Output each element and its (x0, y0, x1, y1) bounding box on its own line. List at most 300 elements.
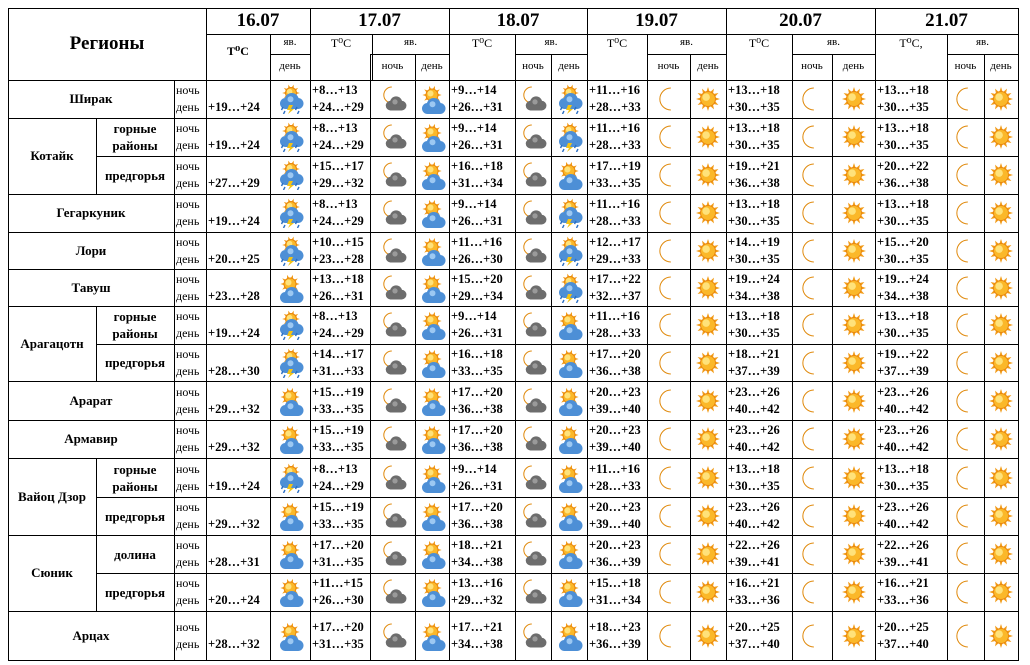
moon-icon (797, 198, 827, 228)
temp-day: +28…+31 (208, 555, 260, 569)
night-label: ночь (176, 83, 200, 97)
sun-cloud-icon (417, 310, 447, 340)
temp-night: +13…+18 (728, 461, 780, 476)
temp-day: +40…+42 (877, 517, 929, 531)
temp-night: +11…+16 (451, 234, 503, 249)
sun-icon (839, 273, 869, 303)
temp-day: +29…+32 (208, 517, 260, 531)
temp-night: +23…+26 (728, 423, 780, 437)
temp-day: +30…+35 (877, 214, 929, 228)
temp-night: +15…+20 (877, 234, 929, 249)
moon-icon (654, 160, 684, 190)
sun-icon (693, 198, 723, 228)
temp-day: +30…+35 (877, 100, 929, 114)
moon-icon (951, 236, 981, 266)
temp-night: +13…+18 (728, 309, 780, 323)
moon-dark-cloud-icon (518, 198, 548, 228)
temp-day: +30…+35 (728, 326, 780, 340)
temp-night: +17…+20 (451, 423, 503, 437)
date-header-1: 17.07 (358, 10, 401, 31)
temp-night: +13…+18 (728, 197, 780, 211)
temp-night: +20…+22 (877, 159, 929, 173)
temp-night: +13…+18 (877, 121, 929, 135)
temp-night: +16…+21 (728, 576, 780, 590)
moon-icon (797, 122, 827, 152)
sun-icon (839, 501, 869, 531)
sun-storm-cloud-icon (275, 236, 305, 266)
temp-header-label: T⁰C (748, 36, 770, 50)
night-label: ночь (176, 271, 200, 286)
temp-day: +26…+30 (312, 593, 364, 607)
temp-night: +17…+20 (451, 500, 503, 514)
temp-night: +9…+14 (451, 461, 497, 476)
temp-day: +30…+35 (728, 100, 780, 114)
subregion-label: долина (114, 546, 156, 562)
region-name: Гегаркуник (56, 205, 126, 220)
temp-day: +19…+24 (208, 138, 260, 152)
moon-dark-cloud-icon (518, 84, 548, 114)
day-label: день (176, 593, 200, 607)
sun-icon (986, 273, 1016, 303)
temp-night: +17…+21 (451, 619, 503, 634)
sun-storm-cloud-icon (554, 236, 584, 266)
temp-night: +17…+20 (312, 538, 364, 552)
temp-night: +19…+22 (877, 346, 929, 361)
sun-cloud-icon (417, 621, 447, 651)
sun-icon (839, 463, 869, 493)
region-name: Сюник (31, 565, 73, 580)
temp-day: +36…+38 (589, 363, 641, 378)
day-header-label: день (558, 60, 580, 72)
temp-night: +9…+14 (451, 197, 497, 211)
temp-night: +20…+23 (589, 500, 641, 514)
sun-cloud-icon (554, 621, 584, 651)
day-label: день (176, 517, 200, 531)
day-header-label: день (421, 60, 443, 72)
sun-cloud-icon (554, 160, 584, 190)
sun-icon (839, 310, 869, 340)
temp-day: +19…+24 (208, 214, 260, 228)
region-name: Ширак (69, 91, 113, 106)
sun-storm-cloud-icon (275, 122, 305, 152)
phenomena-header-label: яв. (679, 36, 693, 48)
temp-day: +20…+24 (208, 593, 260, 607)
temp-day: +28…+33 (589, 138, 641, 152)
moon-icon (797, 463, 827, 493)
night-label: ночь (176, 619, 200, 634)
temp-night: +8…+13 (312, 309, 358, 323)
moon-dark-cloud-icon (378, 424, 408, 454)
moon-icon (654, 386, 684, 416)
sun-cloud-icon (417, 424, 447, 454)
sun-cloud-icon (417, 501, 447, 531)
sun-storm-cloud-icon (275, 160, 305, 190)
sun-icon (986, 621, 1016, 651)
temp-day: +26…+31 (312, 288, 364, 303)
temp-night: +18…+23 (589, 619, 641, 634)
temp-header-label: T⁰C, (899, 36, 923, 50)
temp-day: +26…+31 (451, 100, 503, 114)
temp-day: +24…+29 (312, 326, 364, 340)
sun-icon (839, 84, 869, 114)
temp-night: +16…+18 (451, 159, 503, 173)
temp-day: +30…+35 (877, 326, 929, 340)
moon-icon (654, 273, 684, 303)
day-label: день (176, 138, 200, 152)
moon-icon (797, 273, 827, 303)
temp-day: +26…+31 (451, 478, 503, 493)
temp-night: +18…+21 (728, 346, 780, 361)
night-label: ночь (176, 234, 200, 249)
moon-icon (654, 310, 684, 340)
sun-cloud-icon (275, 621, 305, 651)
temp-day: +37…+39 (877, 363, 929, 378)
temp-night: +23…+26 (728, 500, 780, 514)
moon-icon (951, 539, 981, 569)
subregion-label: горные районы (112, 121, 158, 153)
temp-day: +26…+30 (451, 251, 503, 266)
temp-night: +23…+26 (877, 384, 929, 399)
region-name: Армавир (64, 431, 118, 446)
sun-cloud-icon (417, 348, 447, 378)
sun-cloud-icon (417, 236, 447, 266)
sun-cloud-icon (554, 539, 584, 569)
temp-day: +31…+35 (312, 555, 364, 569)
moon-dark-cloud-icon (518, 621, 548, 651)
temp-night: +17…+22 (589, 271, 641, 286)
temp-day: +30…+35 (728, 251, 780, 266)
night-label: ночь (176, 346, 200, 361)
date-header-4: 20.07 (779, 10, 822, 31)
moon-icon (797, 348, 827, 378)
temp-night: +15…+19 (312, 423, 364, 437)
sun-icon (986, 160, 1016, 190)
night-label: ночь (176, 121, 200, 135)
temp-night: +19…+24 (728, 271, 780, 286)
temp-day: +40…+42 (877, 440, 929, 454)
sun-icon (839, 539, 869, 569)
temp-day: +37…+40 (877, 636, 929, 651)
sun-icon (839, 424, 869, 454)
sun-cloud-icon (275, 539, 305, 569)
sun-icon (986, 348, 1016, 378)
moon-icon (951, 122, 981, 152)
sun-cloud-icon (275, 273, 305, 303)
temp-night: +13…+18 (877, 83, 929, 97)
moon-icon (797, 577, 827, 607)
moon-dark-cloud-icon (378, 122, 408, 152)
sun-icon (693, 386, 723, 416)
temp-night: +20…+25 (728, 619, 780, 634)
moon-dark-cloud-icon (378, 386, 408, 416)
sun-icon (693, 539, 723, 569)
moon-dark-cloud-icon (378, 501, 408, 531)
sun-cloud-icon (554, 386, 584, 416)
night-label: ночь (176, 423, 200, 437)
night-label: ночь (176, 384, 200, 399)
temp-day: +39…+41 (728, 555, 780, 569)
region-name: Вайоц Дзор (17, 488, 87, 504)
temp-day: +30…+35 (877, 251, 929, 266)
subregion-label: предгорья (104, 584, 166, 600)
temp-day: +23…+28 (312, 251, 364, 266)
temp-night: +15…+20 (451, 271, 503, 286)
temp-day: +40…+42 (728, 440, 780, 454)
temp-day: +29…+34 (451, 288, 503, 303)
day-label: день (176, 440, 200, 454)
phenomena-header-label: яв. (403, 36, 417, 48)
moon-icon (951, 310, 981, 340)
day-label: день (176, 363, 200, 378)
temp-night: +14…+17 (312, 346, 364, 361)
temp-day: +19…+24 (208, 100, 260, 114)
sun-icon (986, 122, 1016, 152)
date-header-3: 19.07 (635, 10, 678, 31)
temp-night: +15…+19 (312, 500, 364, 514)
temp-day: +29…+32 (208, 401, 260, 416)
temp-day: +31…+33 (312, 363, 364, 378)
temp-day: +33…+35 (312, 517, 364, 531)
sun-icon (693, 424, 723, 454)
temp-night: +15…+19 (312, 384, 364, 399)
sun-icon (839, 621, 869, 651)
moon-dark-cloud-icon (518, 577, 548, 607)
temp-day: +28…+33 (589, 100, 641, 114)
sun-cloud-icon (275, 577, 305, 607)
moon-icon (951, 424, 981, 454)
sun-icon (693, 463, 723, 493)
temp-day: +30…+35 (728, 138, 780, 152)
day-label: день (176, 251, 200, 266)
day-label: день (176, 555, 200, 569)
night-header-label: ночь (381, 60, 404, 72)
sun-icon (986, 236, 1016, 266)
temp-day: +30…+35 (728, 214, 780, 228)
sun-cloud-icon (554, 501, 584, 531)
temp-day: +28…+33 (589, 326, 641, 340)
temp-night: +11…+16 (589, 309, 641, 323)
temp-night: +20…+23 (589, 384, 641, 399)
temp-night: +9…+14 (451, 309, 497, 323)
moon-dark-cloud-icon (378, 577, 408, 607)
moon-icon (654, 424, 684, 454)
region-name: Арагацотн (20, 335, 84, 351)
moon-dark-cloud-icon (378, 160, 408, 190)
temp-night: +17…+19 (589, 159, 641, 173)
night-header-label: ночь (657, 60, 680, 72)
temp-day: +23…+28 (208, 288, 260, 303)
day-header-label: день (697, 60, 719, 72)
moon-dark-cloud-icon (518, 273, 548, 303)
sun-cloud-icon (417, 122, 447, 152)
moon-icon (654, 621, 684, 651)
phenomena-header-label: яв. (826, 36, 840, 48)
temp-day: +28…+33 (589, 214, 641, 228)
sun-cloud-icon (417, 273, 447, 303)
moon-icon (797, 310, 827, 340)
sun-icon (839, 577, 869, 607)
temp-day: +34…+38 (728, 288, 780, 303)
temp-day: +33…+36 (728, 593, 780, 607)
sun-icon (693, 122, 723, 152)
moon-dark-cloud-icon (518, 501, 548, 531)
temp-day: +24…+29 (312, 100, 364, 114)
sun-storm-cloud-icon (275, 348, 305, 378)
day-header-label: день (842, 60, 865, 72)
moon-icon (797, 236, 827, 266)
moon-icon (654, 501, 684, 531)
temp-day: +24…+29 (312, 138, 364, 152)
moon-dark-cloud-icon (518, 463, 548, 493)
temp-night: +18…+21 (451, 538, 503, 552)
temp-day: +36…+38 (877, 176, 929, 190)
night-header-label: ночь (954, 60, 977, 72)
sun-icon (839, 236, 869, 266)
temp-day: +29…+32 (208, 440, 260, 454)
moon-dark-cloud-icon (518, 310, 548, 340)
temp-day: +39…+41 (877, 555, 929, 569)
temp-day: +29…+33 (589, 251, 641, 266)
temp-day: +36…+38 (451, 517, 503, 531)
temp-day: +32…+37 (589, 288, 641, 303)
moon-icon (654, 539, 684, 569)
temp-night: +13…+18 (877, 461, 929, 476)
night-label: ночь (176, 309, 200, 323)
sun-icon (693, 84, 723, 114)
moon-icon (951, 273, 981, 303)
day-label: день (176, 214, 200, 228)
temp-day: +24…+29 (312, 478, 364, 493)
sun-icon (839, 198, 869, 228)
temp-day: +28…+33 (589, 478, 641, 493)
sun-cloud-icon (275, 386, 305, 416)
moon-icon (797, 501, 827, 531)
moon-icon (951, 198, 981, 228)
moon-icon (951, 348, 981, 378)
temp-day: +28…+30 (208, 363, 260, 378)
night-label: ночь (176, 159, 200, 173)
temp-day: +33…+35 (312, 401, 364, 416)
sun-icon (693, 577, 723, 607)
temp-day: +33…+36 (877, 593, 929, 607)
night-label: ночь (176, 500, 200, 514)
temp-day: +33…+35 (451, 363, 503, 378)
temp-day: +39…+40 (589, 401, 641, 416)
moon-icon (797, 539, 827, 569)
temp-night: +23…+26 (877, 423, 929, 437)
moon-dark-cloud-icon (518, 386, 548, 416)
temp-night: +13…+18 (728, 121, 780, 135)
night-label: ночь (176, 197, 200, 211)
temp-night: +13…+16 (451, 576, 503, 590)
moon-dark-cloud-icon (518, 539, 548, 569)
temp-day: +24…+29 (312, 214, 364, 228)
temp-day: +29…+32 (451, 593, 503, 607)
sun-cloud-icon (554, 310, 584, 340)
temp-night: +16…+21 (877, 576, 929, 590)
night-label: ночь (176, 576, 200, 590)
phenomena-header-label: яв. (975, 36, 989, 48)
phenomena-header-label: яв. (283, 36, 297, 48)
temp-night: +23…+26 (877, 500, 929, 514)
sun-storm-cloud-icon (275, 463, 305, 493)
moon-icon (797, 84, 827, 114)
moon-dark-cloud-icon (378, 236, 408, 266)
temp-header-label: T⁰C (330, 36, 352, 50)
moon-icon (797, 160, 827, 190)
sun-cloud-icon (417, 160, 447, 190)
temp-day: +19…+24 (208, 326, 260, 340)
regions-header-label: Регионы (69, 33, 145, 54)
temp-day: +20…+25 (208, 251, 260, 266)
sun-cloud-icon (417, 577, 447, 607)
moon-dark-cloud-icon (518, 424, 548, 454)
temp-header-label: T⁰C (606, 36, 628, 50)
moon-icon (797, 424, 827, 454)
temp-night: +8…+13 (312, 197, 358, 211)
region-name: Лори (75, 242, 107, 258)
sun-icon (839, 160, 869, 190)
day-header-label: день (990, 60, 1012, 72)
temp-night: +11…+16 (589, 121, 641, 135)
moon-dark-cloud-icon (518, 160, 548, 190)
sun-icon (986, 386, 1016, 416)
moon-icon (951, 160, 981, 190)
temp-day: +37…+40 (728, 636, 780, 651)
night-header-label: ночь (522, 60, 544, 72)
sun-icon (693, 236, 723, 266)
sun-cloud-icon (554, 463, 584, 493)
date-header-0: 16.07 (236, 10, 280, 31)
date-header-5: 21.07 (925, 10, 968, 31)
temp-night: +17…+20 (451, 384, 503, 399)
temp-day: +33…+35 (312, 440, 364, 454)
temp-day: +39…+40 (589, 517, 641, 531)
sun-cloud-icon (554, 577, 584, 607)
moon-dark-cloud-icon (378, 348, 408, 378)
subregion-label: горные районы (112, 309, 158, 341)
sun-icon (693, 621, 723, 651)
moon-dark-cloud-icon (378, 621, 408, 651)
temp-night: +13…+18 (312, 271, 364, 286)
moon-icon (951, 463, 981, 493)
day-label: день (176, 326, 200, 340)
moon-icon (797, 621, 827, 651)
sun-icon (986, 198, 1016, 228)
sun-storm-cloud-icon (554, 84, 584, 114)
temp-day: +33…+35 (589, 176, 641, 190)
temp-day: +36…+39 (589, 636, 641, 651)
temp-night: +11…+16 (589, 461, 641, 476)
temp-day: +37…+39 (728, 363, 780, 378)
temp-night: +17…+20 (312, 619, 364, 634)
temp-night: +11…+16 (589, 83, 641, 97)
sun-cloud-icon (275, 501, 305, 531)
temp-header-label: T⁰C (227, 44, 249, 58)
temp-night: +8…+13 (312, 461, 358, 476)
temp-night: +9…+14 (451, 83, 497, 97)
moon-icon (951, 386, 981, 416)
night-label: ночь (176, 538, 200, 552)
temp-night: +11…+15 (312, 576, 364, 590)
temp-night: +16…+18 (451, 346, 503, 361)
moon-icon (654, 84, 684, 114)
temp-night: +15…+18 (589, 576, 641, 590)
sun-icon (986, 310, 1016, 340)
temp-day: +29…+32 (312, 176, 364, 190)
sun-cloud-icon (275, 424, 305, 454)
temp-night: +20…+25 (877, 619, 929, 634)
